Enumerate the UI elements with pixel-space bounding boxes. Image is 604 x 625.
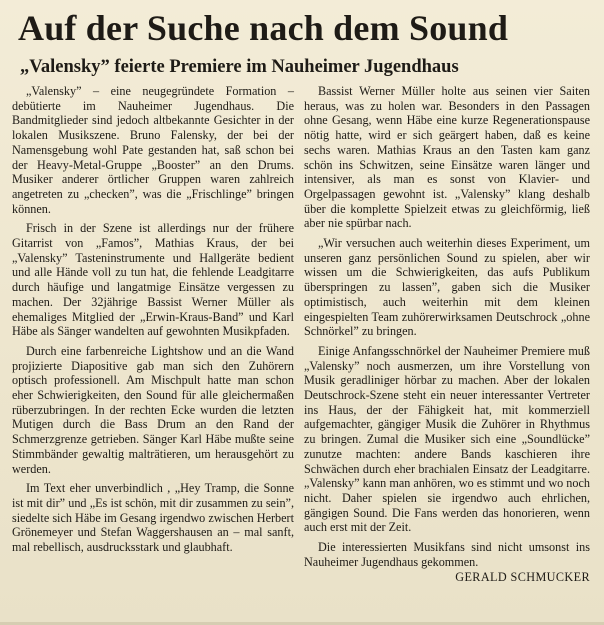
paragraph: Im Text eher unverbindlich , „Hey Tramp, die Sonne ist mit dir” und „Es ist schön, mit dir zusammen zu sein”, siedelte sich Häbe im Gesang irgendwo zwischen Herbert Grönemeyer und Stefan Waggershausen an – mal sanft, mal rebellisch, ausdrucksstark und glaubhaft. (12, 481, 294, 555)
paragraph: „Valensky” – eine neugegründete Formation – debütierte im Nauheimer Jugendhaus. Die Bandmitglieder sind jedoch altbekannte Gesichter in der lokalen Musikszene. Bruno Falensky, der bei der Namensgebung wohl Pate gestanden hat, saß schon bei der Heavy-Metal-Gruppe „Booster” an den Drums. Musiker anderer örtlicher Gruppen waren zahlreich angetreten zu „checken”, was die „Frischlinge” bringen können. (12, 84, 294, 216)
column-left (12, 84, 294, 584)
headline: Auf der Suche nach dem Sound (18, 8, 509, 48)
paragraph: Bassist Werner Müller holte aus seinen vier Saiten heraus, was zu holen war. Besonders in den Passagen ohne Gesang, wenn Häbe eine kurze Regenerationspause nötig hatte, wird er sich geärgert haben, daß es keine sechs waren. Mathias Kraus an den Tasten kam ganz schön ins Schwitzen, seine Einsätze waren länger und intensiver, als man es sonst von Klavier- und Orgelpassagen gewohnt ist. „Valensky” klang deshalb über die komplette Spielzeit etwas zu gleichförmig, ließ aber nie spürbar nach. (304, 84, 590, 231)
paragraph: Frisch in der Szene ist allerdings nur der frühere Gitarrist von „Famos”, Mathias Kraus, der bei „Valensky” Tasteninstrumente und Hallgeräte bedient und alle Hände voll zu tun hat, die fehlende Leadgitarre durch häufige und langatmige Einsätze vergessen zu machen. Der 32jährige Bassist Werner Müller als ehemaliges Mitglied der „Erwin-Kraus-Band” und Karl Häbe als Sänger wandelten auf gewohnten Musikpfaden. (12, 221, 294, 339)
paragraph: Die interessierten Musikfans sind nicht umsonst ins Nauheimer Jugendhaus gekommen. (304, 540, 590, 569)
author-byline: GERALD SCHMUCKER (455, 569, 590, 584)
paragraph: Einige Anfangsschnörkel der Nauheimer Premiere muß „Valensky” noch ausmerzen, um ihre Vorstellung von Musik geradliniger hörbar zu machen. Aber der lokalen Deutschrock-Szene steht ein neuer interessanter Vertreter ins Haus, der der Fähigkeit hat, mit kommerziell aufgemachter, gängiger Musik die Zuhörer in Rhythmus zu bringen. Zumal die Musiker sich eine „Soundlücke” zunutze machten: andere Bands kaschieren ihre Schwächen durch eher brachialen Einsatz der Leadgitarre. „Valensky” kann man anhören, wo es stimmt und wo noch nicht. Daher spielen sie irgendwo auch ehrlichen, gängigen Sound. Die Fans werden das honorieren, wenn auch erst mit der Zeit. (304, 343, 590, 535)
paragraph: Durch eine farbenreiche Lightshow und an die Wand projizierte Diapositive gab man sich den Zuhörern optisch professionell. Am Mischpult hatte man schon eher Schwierigkeiten, den Sound für alle gleichermaßen rüberzubringen. In der rechten Ecke wurden die letzten Mutigen durch die Bass Drum an den Rand der Schmerzgrenze getrieben. Sänger Karl Häbe mußte seine Stimmbänder gewaltig malträtieren, um herausgehört zu werden. (12, 343, 294, 476)
column-right (304, 84, 590, 584)
paragraph: „Wir versuchen auch weiterhin dieses Experiment, um unseren ganz persönlichen Sound zu spielen, aber wir wissen um die Schwierigkeiten, das aufs Publikum überspringen zu lassen”, gaben sich die Musiker optimistisch, auch weiterhin mit dem kleinen eingespielten Team zuhörerwirksamen Deutschrock „ohne Schnörkel” zu bringen. (304, 236, 590, 339)
subheadline: „Valensky” feierte Premiere im Nauheimer Jugendhaus (20, 57, 459, 77)
article-columns (12, 84, 596, 584)
